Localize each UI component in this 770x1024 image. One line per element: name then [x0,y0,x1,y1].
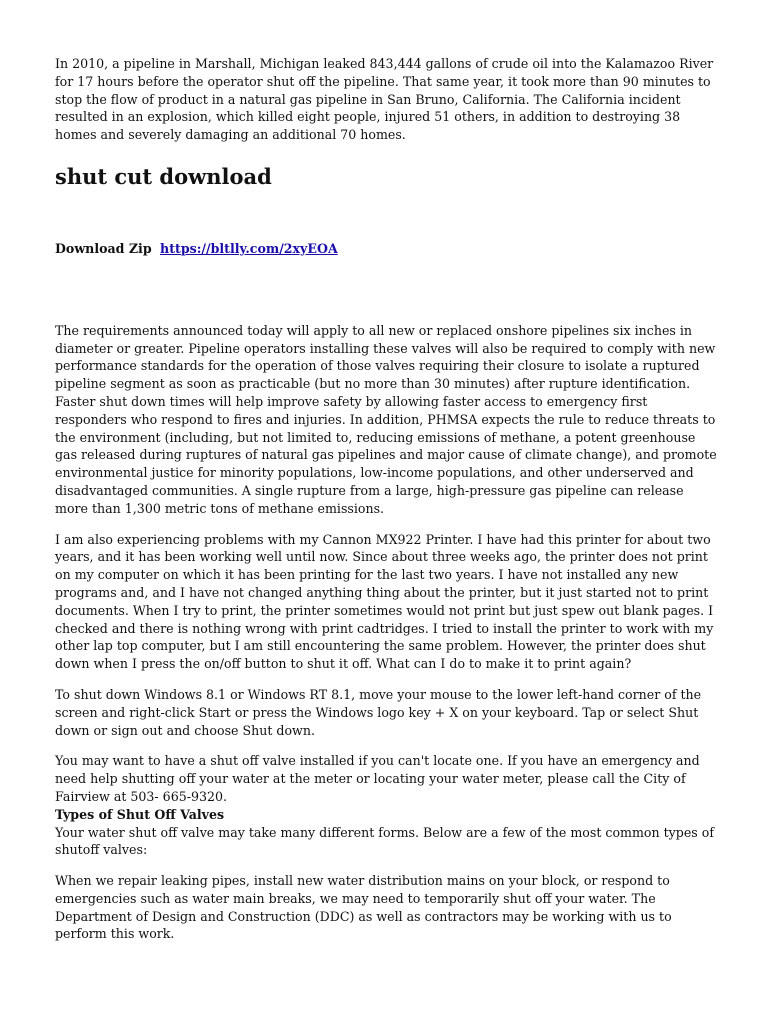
windows-shutdown-paragraph: To shut down Windows 8.1 or Windows RT 8.1, move your mouse to the lower left-hand corner of the screen and right-click Start or press the Windows logo key + X on your keyboard. Tap or select Shut down or sign out and choose Shut down. [55,686,702,738]
pipeline-requirements-paragraph: The requirements announced today will apply to all new or replaced onshore pipelines six inches in diameter or greater. Pipeline operators installing these valves will also be required to comply with new performance standards for the operation of those valves requiring their closure to isolate a ruptured pipeline segment as soon as practicable (but no more than 30 minutes) after rupture identification. Faster shut down times will help improve safety by allowing faster access to emergency first responders who respond to fires and injuries. In addition, PHMSA expects the rule to reduce threats to the environment (including, but not limited to, reducing emissions of methane, a potent greenhouse gas released during ruptures of natural gas pipelines and major cause of climate change), and promote environmental justice for minority populations, low-income populations, and other underserved and disadvantaged communities. A single rupture from a large, high-pressure gas pipeline can release more than 1,300 metric tons of methane emissions. [55,322,717,516]
document-page [55,55,720,943]
section-heading: Types of Shut Off Valves [55,806,225,822]
download-link[interactable]: https://bltlly.com/2xyEOA [160,240,338,256]
page-title: shut cut download [55,163,272,189]
intro-paragraph: In 2010, a pipeline in Marshall, Michigan leaked 843,444 gallons of crude oil into the Kalamazoo River for 17 hours before the operator shut off the pipeline. That same year, it took more than 90 minutes to stop the flow of product in a natural gas pipeline in San Bruno, California. The California incident resulted in an explosion, which killed eight people, injured 51 others, in addition to destroying 38 homes and severely damaging an additional 70 homes. [55,56,714,143]
printer-problem-paragraph: I am also experiencing problems with my Cannon MX922 Printer. I have had this printer for about two years, and it has been working well until now. Since about three weeks ago, the printer does not print on my computer on which it has been printing for the last two years. I have not installed any new programs and, and I have not changed anything thing about the printer, but it just started not to print documents. When I try to print, the printer sometimes would not print but just spew out blank pages. I checked and there is nothing wrong with print cadtridges. I tried to install the printer to work with my other lap top computer, but I am still encountering the same problem. However, the printer does shut down when I press the on/off button to shut it off. What can I do to make it to print again? [55,531,714,672]
download-label: Download Zip [55,240,152,256]
download-line [55,240,720,258]
spacer [55,258,720,322]
valve-types-paragraph: Your water shut off valve may take many different forms. Below are a few of the most common types of shutoff valves: [55,824,715,858]
water-shutoff-paragraph: When we repair leaking pipes, install new water distribution mains on your block, or respond to emergencies such as water main breaks, we may need to temporarily shut off your water. The Department of Design and Construction (DDC) as well as contractors may be working with us to perform this work. [55,873,672,942]
shut-off-valve-paragraph: You may want to have a shut off valve installed if you can't locate one. If you have an emergency and need help shutting off your water at the meter or locating your water meter, please call the City of Fairview at 503- 665-9320. [55,753,700,804]
